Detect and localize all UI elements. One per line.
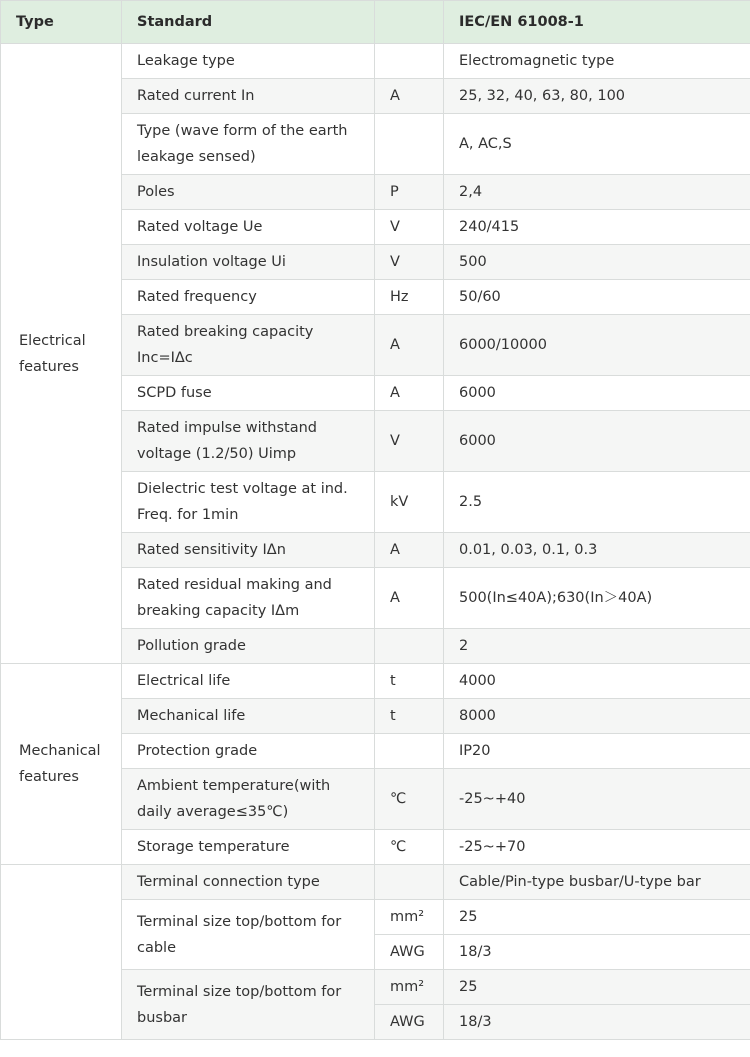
param-name: Rated voltage Ue (122, 210, 375, 245)
param-unit: mm² (375, 970, 444, 1005)
param-value: 18/3 (444, 935, 750, 970)
param-value: 50/60 (444, 280, 750, 315)
param-name: Rated sensitivity IΔn (122, 533, 375, 568)
param-name: Mechanical life (122, 699, 375, 734)
param-value: 500 (444, 245, 750, 280)
param-unit: P (375, 175, 444, 210)
param-unit: A (375, 79, 444, 114)
param-value: 2 (444, 629, 750, 664)
param-value: 18/3 (444, 1005, 750, 1040)
param-name: SCPD fuse (122, 376, 375, 411)
param-value: 0.01, 0.03, 0.1, 0.3 (444, 533, 750, 568)
param-name: Storage temperature (122, 830, 375, 865)
header-row (1, 1, 750, 44)
param-value: 25, 32, 40, 63, 80, 100 (444, 79, 750, 114)
param-unit: ℃ (375, 769, 444, 830)
param-unit: AWG (375, 935, 444, 970)
param-unit: mm² (375, 900, 444, 935)
group-label (1, 865, 122, 1040)
header-type: Type (1, 1, 122, 44)
param-unit (375, 734, 444, 769)
param-value: 25 (444, 970, 750, 1005)
param-value: 25 (444, 900, 750, 935)
group-label: Electrical features (1, 44, 122, 664)
param-value: -25~+40 (444, 769, 750, 830)
param-unit (375, 629, 444, 664)
table-row (1, 664, 750, 699)
param-value: 4000 (444, 664, 750, 699)
param-name: Insulation voltage Ui (122, 245, 375, 280)
param-unit (375, 44, 444, 79)
param-unit: V (375, 210, 444, 245)
param-unit: V (375, 411, 444, 472)
param-unit: A (375, 533, 444, 568)
table-row (1, 865, 750, 900)
param-value: 6000 (444, 376, 750, 411)
param-value: -25~+70 (444, 830, 750, 865)
group-label: Mechanical features (1, 664, 122, 865)
param-unit: V (375, 245, 444, 280)
param-name: Terminal connection type (122, 865, 375, 900)
param-unit: t (375, 664, 444, 699)
param-value: 6000/10000 (444, 315, 750, 376)
param-name: Rated residual making and breaking capacity IΔm (122, 568, 375, 629)
param-name: Dielectric test voltage at ind. Freq. for 1min (122, 472, 375, 533)
table-row (1, 44, 750, 79)
param-value: 2,4 (444, 175, 750, 210)
param-value: 2.5 (444, 472, 750, 533)
param-name: Protection grade (122, 734, 375, 769)
param-value: Electromagnetic type (444, 44, 750, 79)
param-value: A, AC,S (444, 114, 750, 175)
header-value: IEC/EN 61008-1 (444, 1, 750, 44)
param-name: Type (wave form of the earth leakage sensed) (122, 114, 375, 175)
param-value: 240/415 (444, 210, 750, 245)
param-unit: ℃ (375, 830, 444, 865)
param-unit: A (375, 315, 444, 376)
header-unit (375, 1, 444, 44)
param-name: Rated breaking capacity Inc=IΔc (122, 315, 375, 376)
param-name: Rated frequency (122, 280, 375, 315)
param-value: 8000 (444, 699, 750, 734)
param-unit: Hz (375, 280, 444, 315)
param-name: Poles (122, 175, 375, 210)
param-value: IP20 (444, 734, 750, 769)
param-name: Pollution grade (122, 629, 375, 664)
header-standard: Standard (122, 1, 375, 44)
param-unit (375, 865, 444, 900)
param-name: Terminal size top/bottom for cable (122, 900, 375, 970)
param-unit (375, 114, 444, 175)
param-name: Ambient temperature(with daily average≤35℃) (122, 769, 375, 830)
param-unit: t (375, 699, 444, 734)
param-name: Leakage type (122, 44, 375, 79)
param-name: Rated impulse withstand voltage (1.2/50) Uimp (122, 411, 375, 472)
param-value: Cable/Pin-type busbar/U-type bar (444, 865, 750, 900)
param-name: Rated current In (122, 79, 375, 114)
param-name: Terminal size top/bottom for busbar (122, 970, 375, 1040)
param-value: 500(In≤40A);630(In＞40A) (444, 568, 750, 629)
param-value: 6000 (444, 411, 750, 472)
param-name: Electrical life (122, 664, 375, 699)
param-unit: A (375, 376, 444, 411)
param-unit: kV (375, 472, 444, 533)
param-unit: A (375, 568, 444, 629)
param-unit: AWG (375, 1005, 444, 1040)
spec-body (1, 44, 750, 1040)
